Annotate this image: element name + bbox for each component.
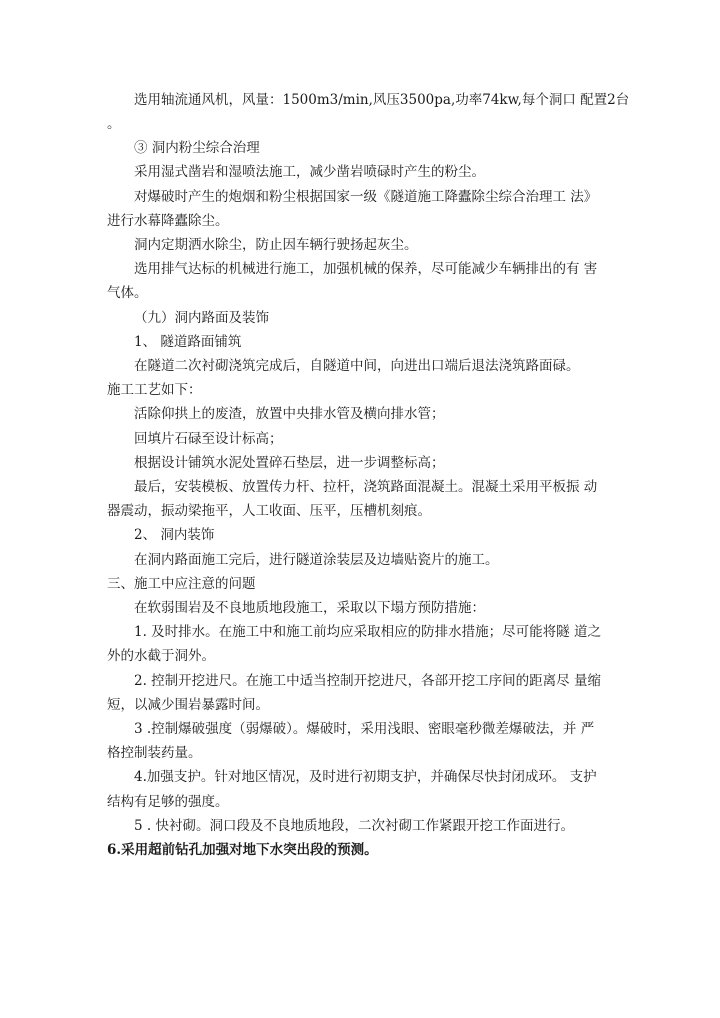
paragraph-base-layer: 根据设计铺筑水泥处置碎石垫层，进一步调整标高； <box>134 455 445 471</box>
paragraph-process-intro: 施工工艺如下： <box>107 382 202 398</box>
paragraph-ventilation-fan-cont: 。 <box>107 116 121 132</box>
paragraph-exhaust: 选用排气达标的机械进行施工，加强机械的保养，尽可能减少车辆排出的有 害 <box>134 261 598 277</box>
paragraph-exhaust-cont: 气体。 <box>107 285 148 301</box>
paragraph-backfill: 回填片石碌至设计标高； <box>134 431 283 447</box>
paragraph-decoration: 在洞内路面施工完后，进行隧道涂装层及边墙贴瓷片的施工。 <box>134 552 499 568</box>
list-item-excavation: 2. 控制开挖进尺。在施工中适当控制开挖进尺，各部开挖工序间的距离尽 量缩 <box>134 673 601 689</box>
heading-section-3: 三、施工中应注意的问题 <box>107 576 256 592</box>
heading-decoration: 2、 洞内装饰 <box>134 527 215 543</box>
list-item-blasting-cont: 格控制装药量。 <box>107 745 202 761</box>
heading-pavement: 1、 隧道路面铺筑 <box>134 334 242 350</box>
list-item-support-cont: 结构有足够的强度。 <box>107 794 229 810</box>
list-item-lining: 5 . 快衬砌。洞口段及不良地质地段，二次衬砌工作紧跟开挖工作面进行。 <box>134 818 574 834</box>
paragraph-blast-smoke: 对爆破时产生的炮烟和粉尘根据国家一级《隧道施工降蠹除尘综合治理工 法》 <box>134 189 598 205</box>
list-item-drainage: 1. 及时排水。在施工中和施工前均应采取相应的防排水措施；尽可能将隧 道之 <box>134 624 601 640</box>
paragraph-blast-smoke-cont: 进行水幕降蠹除尘。 <box>107 213 229 229</box>
list-item-excavation-cont: 短，以减少围岩暴露时间。 <box>107 697 269 713</box>
paragraph-formwork-cont: 器震动，振动梁拖平，人工收面、压平，压槽机刻痕。 <box>107 503 431 519</box>
paragraph-clear-debris: 活除仰拱上的废渣，放置中央排水管及横向排水管； <box>134 406 445 422</box>
paragraph-measures-intro: 在软弱围岩及不良地质地段施工，采取以下塌方预防措施： <box>134 600 485 616</box>
list-item-drainage-cont: 外的水截于洞外。 <box>107 648 215 664</box>
paragraph-water-spray: 洞内定期洒水除尘，防止因车辆行驶扬起灰尘。 <box>134 237 418 253</box>
paragraph-pavement: 在隧道二次衬砌浇筑完成后，自隧道中间，向进出口端后退法浇筑路面碌。 <box>134 358 580 374</box>
list-item-support: 4.加强支护。针对地区情况，及时进行初期支护，并确保尽快封闭成环。 支护 <box>134 769 597 785</box>
paragraph-ventilation-fan: 选用轴流通风机，风量：1500m3/min,风压3500pa,功率74kw,每个洞口 配置2台 <box>134 92 630 108</box>
list-item-drilling: 6.采用超前钻孔加强对地下水突出段的预测。 <box>107 842 378 858</box>
heading-section-9: （九）洞内路面及装饰 <box>134 310 269 326</box>
heading-dust-control: ③ 洞内粉尘综合治理 <box>134 140 260 156</box>
paragraph-formwork: 最后，安装模板、放置传力杆、拉杆，浇筑路面混凝土。混凝土采用平板振 动 <box>134 479 598 495</box>
paragraph-wet-drilling: 采用湿式凿岩和湿喷法施工，减少凿岩喷碌时产生的粉尘。 <box>134 164 485 180</box>
list-item-blasting: 3 .控制爆破强度（弱爆破）。爆破时，采用浅眼、密眼毫秒微差爆破法，并 严 <box>134 721 595 737</box>
